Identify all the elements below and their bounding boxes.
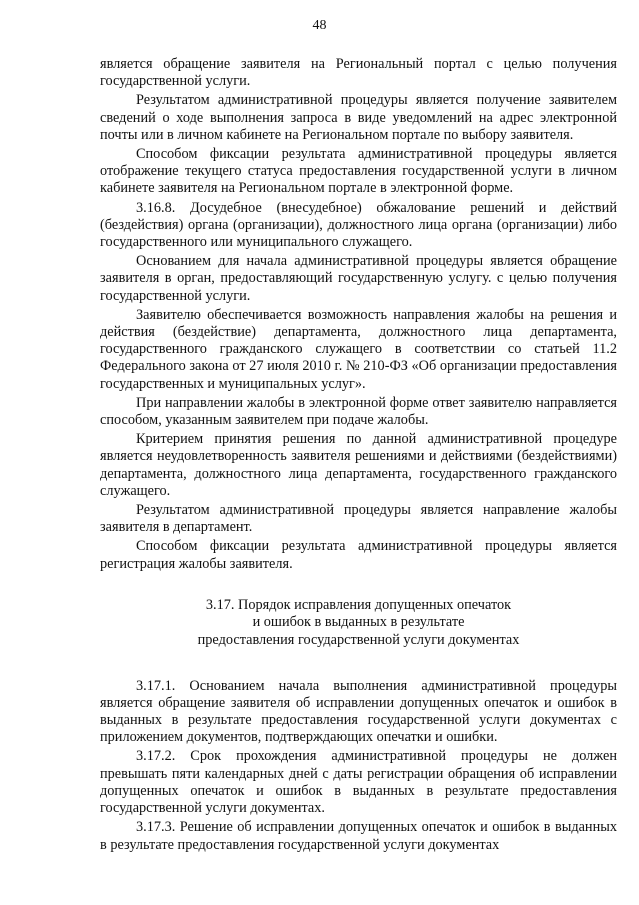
- section-heading: [100, 597, 617, 650]
- paragraph: 3.17.3. Решение об исправлении допущенных опечаток и ошибок в выданных в результате предоставления государственной услуги документах: [100, 819, 617, 853]
- document-body: [100, 56, 617, 856]
- section-3-17-text: [100, 678, 617, 854]
- paragraph: Результатом административной процедуры является получение заявителем сведений о ходе выполнения запроса в виде уведомлений на адрес электронной почты или в личном кабинете на Региональном портале по выбору заявителя.: [100, 92, 617, 143]
- heading-line: предоставления государственной услуги документах: [197, 632, 520, 649]
- paragraph: Результатом административной процедуры является направление жалобы заявителя в департамент.: [100, 502, 617, 536]
- paragraph: Основанием для начала административной процедуры является обращение заявителя в орган, предоставляющий государственную услугу. с целью получения государственной услуги.: [100, 253, 617, 304]
- section-3-16-text: [100, 56, 617, 573]
- paragraph: Способом фиксации результата административной процедуры является отображение текущего статуса предоставления государственной услуги в личном кабинете заявителя на Региональном портале в электронной форме.: [100, 146, 617, 197]
- page-number: 48: [312, 18, 327, 33]
- paragraph: 3.17.1. Основанием начала выполнения административной процедуры является обращение заявителя об исправлении допущенных опечаток и ошибок в выданных в результате предоставления государственной услуги документах с приложением документов, подтверждающих опечатки и ошибки.: [100, 677, 617, 746]
- heading-line: 3.17. Порядок исправления допущенных опечаток: [205, 596, 512, 613]
- paragraph: является обращение заявителя на Региональный портал с целью получения государственной услуги.: [100, 56, 617, 90]
- paragraph: Критерием принятия решения по данной административной процедуре является неудовлетворенность заявителя решениями и действиями (бездействиями) департамента, должностного лица департамента, государственного гражданского служащего.: [100, 431, 617, 499]
- paragraph: 3.17.2. Срок прохождения административной процедуры не должен превышать пяти календарных дней с даты регистрации обращения об исправлении допущенных опечаток и ошибок в выданных в результате предоставления государственной услуги документах.: [100, 748, 617, 817]
- heading-line: и ошибок в выданных в результате: [252, 614, 465, 631]
- paragraph: Способом фиксации результата административной процедуры является регистрация жалобы заявителя.: [100, 538, 617, 572]
- paragraph: При направлении жалобы в электронной форме ответ заявителю направляется способом, указанным заявителем при подаче жалобы.: [100, 394, 617, 429]
- paragraph: 3.16.8. Досудебное (внесудебное) обжалование решений и действий (бездействия) органа (организации), должностного лица органа (организации) либо государственного или муниципального служащего.: [100, 199, 617, 251]
- paragraph: Заявителю обеспечивается возможность направления жалобы на решения и действия (бездействие) департамента, должностного лица департамента, государственного гражданского служащего в соответствии со статьей 11.2 Федерального закона от 27 июля 2010 г. № 210-ФЗ «Об организации предоставления государственных и муниципальных услуг».: [100, 306, 617, 392]
